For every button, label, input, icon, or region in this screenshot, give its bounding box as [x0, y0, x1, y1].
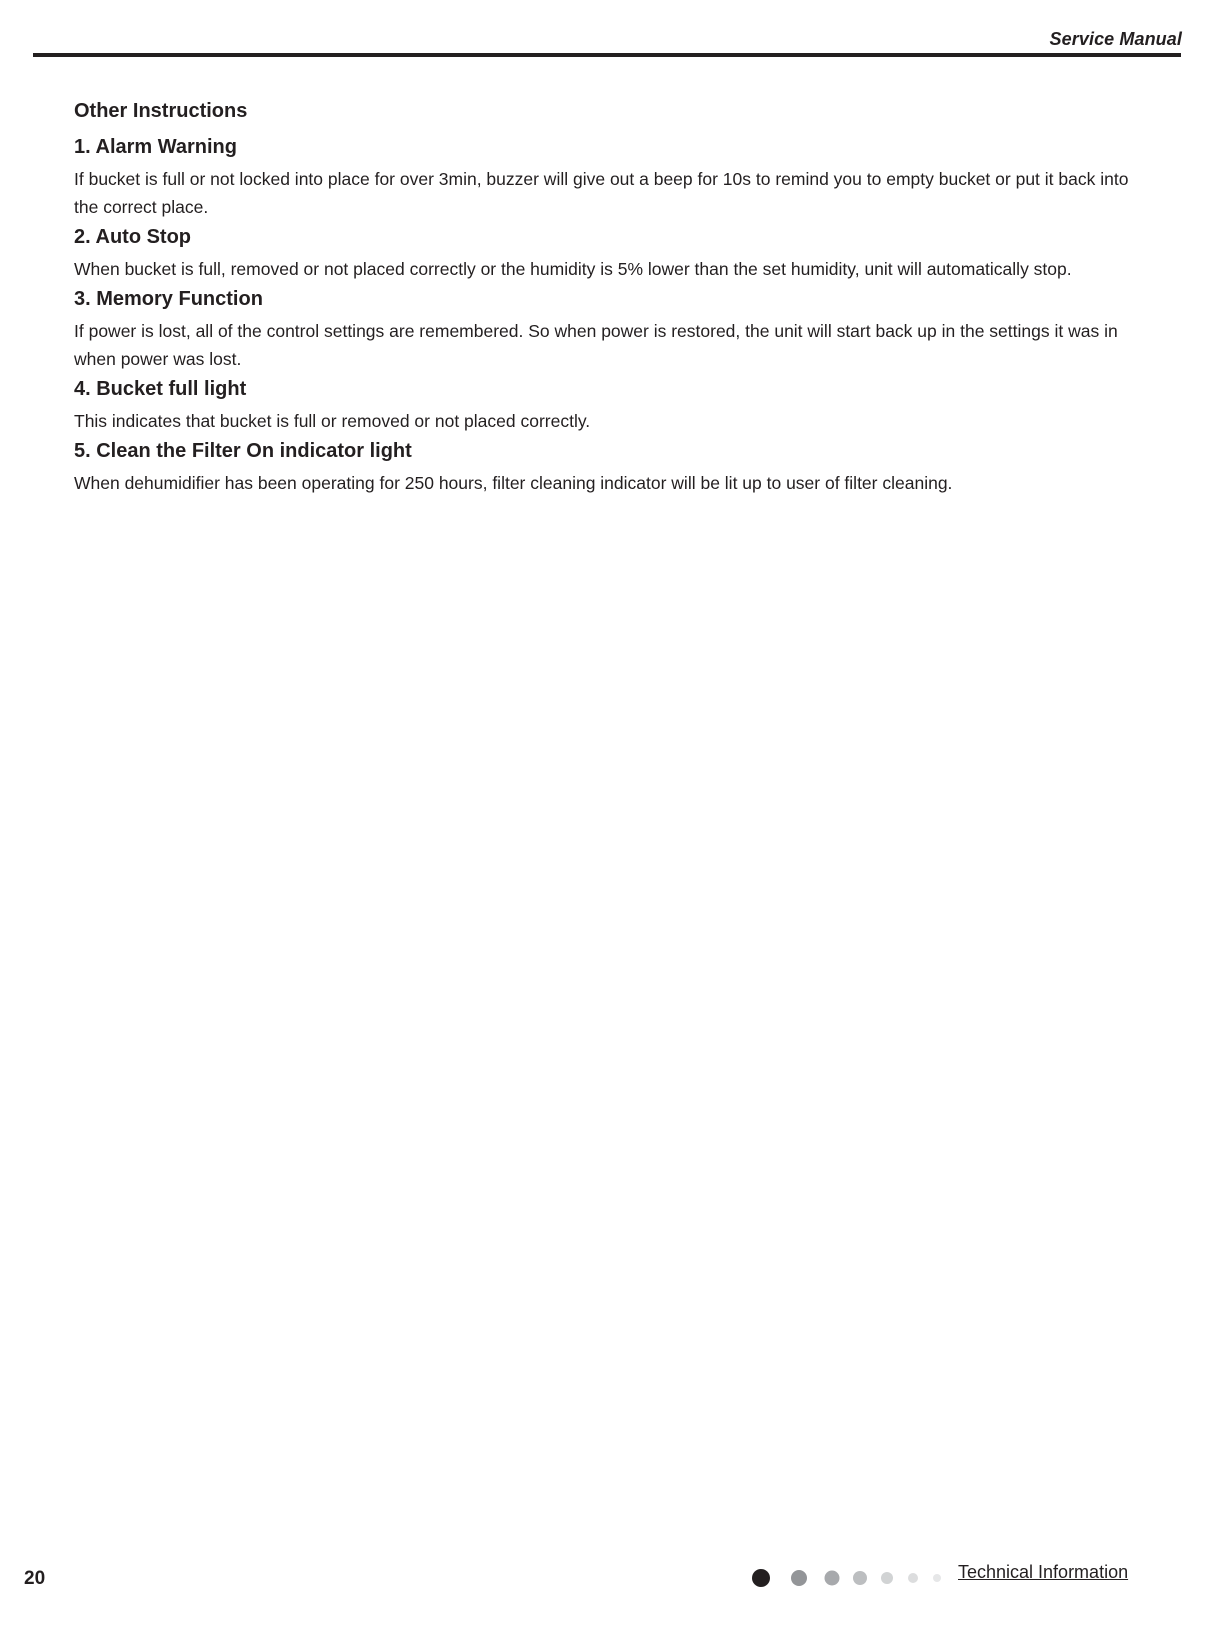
instruction-item — [74, 224, 1144, 283]
item-heading: 2. Auto Stop — [74, 226, 192, 248]
page-content — [74, 98, 1144, 500]
instruction-item — [74, 438, 1144, 497]
technical-information-link[interactable]: Technical Information — [958, 1562, 1129, 1582]
item-text: If power is lost, all of the control settings are remembered. So when power is restored, the unit will start back up in the settings it was in when power was lost. — [74, 321, 1118, 369]
footer-dot — [825, 1571, 840, 1586]
footer-dot — [853, 1571, 867, 1585]
footer-dot — [752, 1569, 770, 1587]
running-header: Service Manual — [1049, 29, 1182, 49]
item-heading: 1. Alarm Warning — [74, 136, 237, 158]
footer-dot — [908, 1573, 918, 1583]
item-text: When bucket is full, removed or not placed correctly or the humidity is 5% lower than the set humidity, unit will automatically stop. — [74, 259, 1072, 279]
item-text: When dehumidifier has been operating for 250 hours, filter cleaning indicator will be lit up to user of filter cleaning. — [74, 473, 953, 493]
instruction-item — [74, 134, 1144, 221]
item-text: This indicates that bucket is full or removed or not placed correctly. — [74, 411, 591, 431]
page-number: 20 — [24, 1568, 46, 1589]
footer-dots — [752, 1563, 952, 1593]
footer-dot — [933, 1574, 941, 1582]
instruction-item — [74, 376, 1144, 435]
item-text: If bucket is full or not locked into place for over 3min, buzzer will give out a beep for 10s to remind you to empty bucket or put it back into the correct place. — [74, 169, 1129, 217]
header-rule — [33, 53, 1181, 57]
item-heading: 4. Bucket full light — [74, 378, 247, 400]
item-heading: 3. Memory Function — [74, 288, 263, 310]
section-title: Other Instructions — [74, 100, 248, 122]
footer-dot — [791, 1570, 807, 1586]
item-heading: 5. Clean the Filter On indicator light — [74, 440, 412, 462]
footer-dot — [881, 1572, 893, 1584]
instruction-item — [74, 286, 1144, 373]
